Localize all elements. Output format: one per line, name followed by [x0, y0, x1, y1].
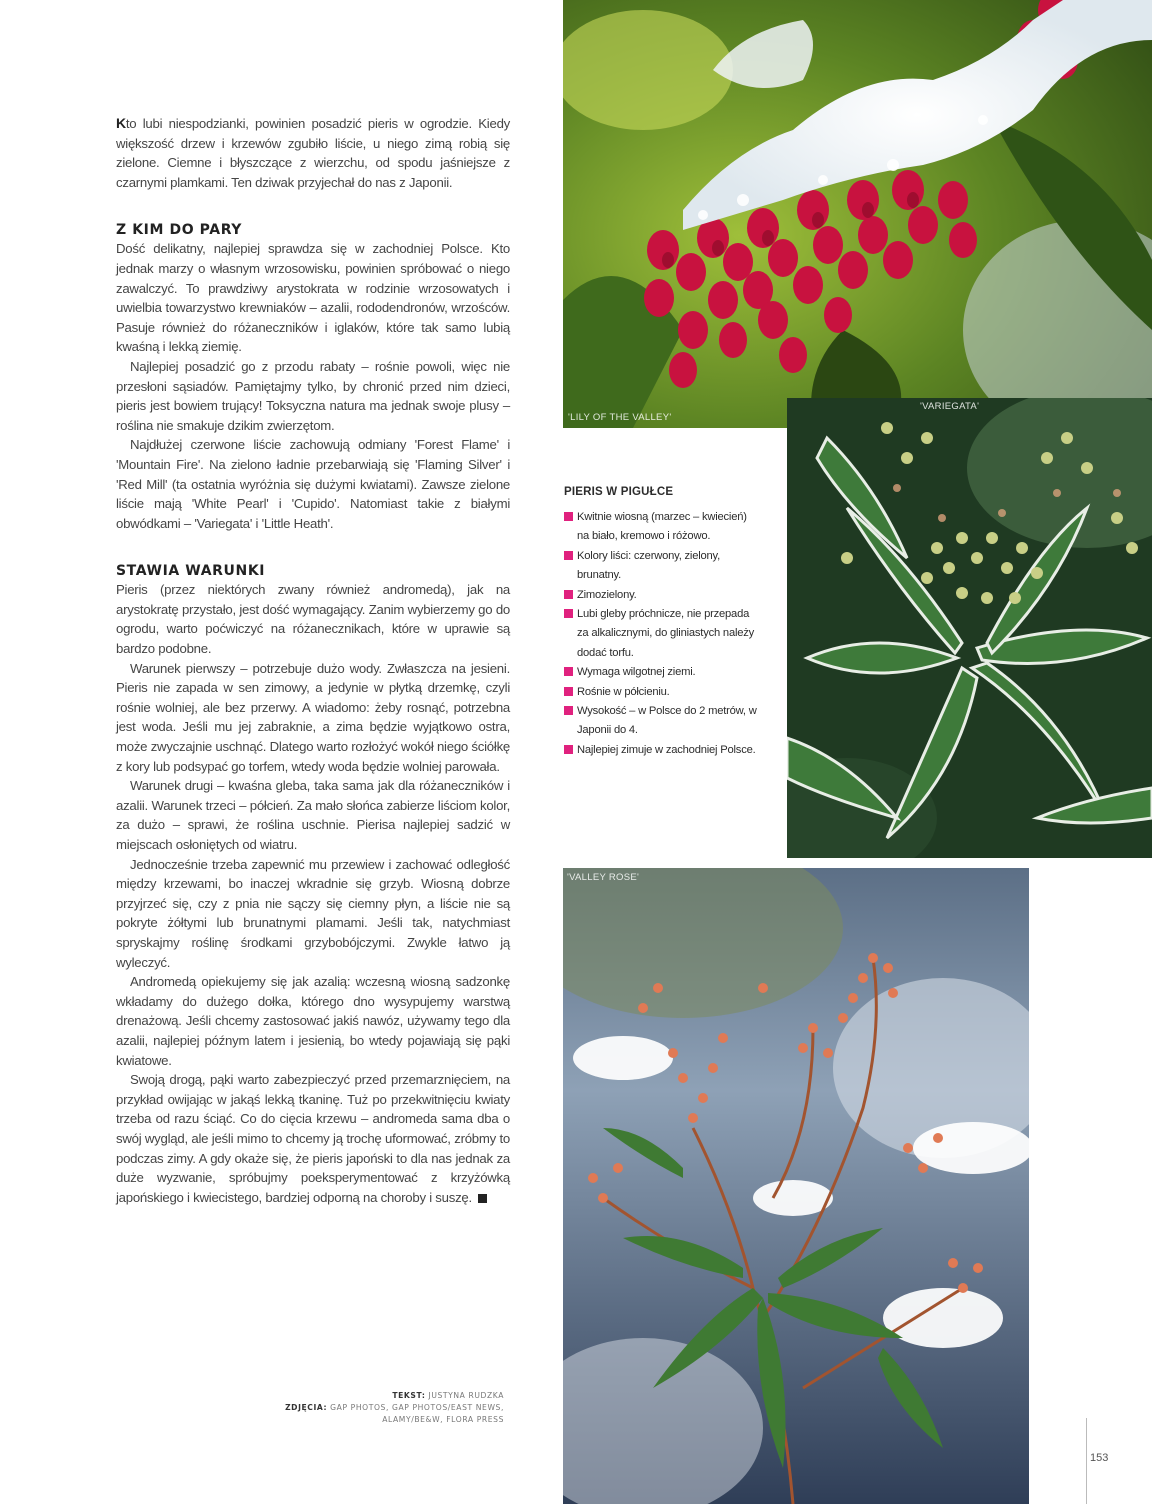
article-column	[116, 114, 510, 1207]
paragraph: Dość delikatny, najlepiej sprawdza się w zachodniej Polsce. Kto jednak marzy o własnym wrzosowisku, powinien spróbować o niego zawalczyć. To prawdziwy arystokrata w rodzinie wrzosowatych i uwielbia towarzystwo krewniaków – azalii, rododendronów, wrzośców. Pasuje również do różaneczników i iglaków, które tak samo lubią kwaśną i lekką ziemię.	[116, 241, 510, 355]
paragraph: Jednocześnie trzeba zapewnić mu przewiew i zachować odległość między krzewami, bo inaczej wkradnie się grzyb. Wiosną dobrze przyjrzeć się, czy z pnia nie sączy się ciemny płyn, a liście nie są pokryte żółtymi lub brunatnymi plamami. Jeśli tak, natychmiast spryskajmy roślinę środkami grzybobójczymi. Zwykle łatwo ją wyleczyć.	[116, 856, 510, 970]
photo-caption-bottom: 'VALLEY ROSE'	[567, 872, 640, 883]
final-paragraph-text: Swoją drogą, pąki warto zabezpieczyć przed przemarznięciem, na przykład owijając w jakąś lekką tkaninę. Tuż po przekwitnięciu kwiaty trzeba od razu ściąć. Co do cięcia krzewu – andromeda sama dba o swój wygląd, ale jeśli mimo to chcemy ją trochę uformować, zróbmy to podczas zimy. A gdy okaże się, że pieris japoński to dla nas jednak za duże wyzwanie, spróbujmy poeksperymentować z krzyżówką japońskiego i kwiecistego, bardziej odporną na choroby i suszę.	[116, 1072, 510, 1205]
page-number: 153	[1090, 1452, 1109, 1464]
paragraph: Pieris (przez niektórych zwany również andromedą), jak na arystokratę przystało, jest dość wymagający. Zanim wybierzemy go do ogrodu, warto poćwiczyć na różanecznikach, które w uprawie są bardzo podobne.	[116, 582, 510, 657]
sidebar-item: Wysokość – w Polsce do 2 metrów, w Japonii do 4.	[564, 702, 760, 741]
sidebar-item: Najlepiej zimuje w zachodniej Polsce.	[564, 741, 760, 760]
sidebar-item: Wymaga wilgotnej ziemi.	[564, 663, 760, 682]
credits	[224, 1390, 504, 1426]
end-mark-icon	[478, 1194, 487, 1203]
credit-text-author: JUSTYNA RUDZKA	[428, 1391, 504, 1400]
photo-caption-middle: 'VARIEGATA'	[920, 401, 980, 412]
credit-photos-label: ZDJĘCIA:	[285, 1403, 328, 1412]
paragraph: Najlepiej posadzić go z przodu rabaty – rośnie powoli, więc nie przesłoni sąsiadów. Pamiętajmy tylko, by chronić przed nim dzieci, pieris jest bowiem trujący! Toksyczna natura ma jednak swoje plusy – roślina nie smakuje dzikim zwierzętom.	[116, 358, 510, 433]
intro-paragraph	[116, 114, 510, 192]
paragraph	[116, 1070, 510, 1207]
paragraph: Najdłużej czerwone liście zachowują odmiany 'Forest Flame' i 'Mountain Fire'. Na zielono ładnie przebarwiają się 'Flaming Silver' i 'Red Mill' (ta ostatnia wyróżnia się dużymi kwiatami). Zawsze zielone liście mają 'White Pearl' i 'Cupido'. Natomiast takie z białymi obwódkami – 'Variegata' i 'Little Heath'.	[116, 437, 510, 531]
intro-text: to lubi niespodzianki, powinien posadzić pieris w ogrodzie. Kiedy większość drzew i krzewów zgubiło liście, u niego zimą robią się zielone. Ciemne i błyszczące z wierzchu, od spodu jaśniejsze z czarnymi plamkami. Ten dziwak przyjechał do nas z Japonii.	[116, 116, 510, 190]
section-heading-1: Z KIM DO PARY	[116, 222, 243, 239]
sidebar-item: Kwitnie wiosną (marzec – kwiecień) na biało, kremowo i różowo.	[564, 508, 760, 547]
sidebar-box	[564, 486, 760, 760]
sidebar-list	[564, 508, 760, 760]
drop-cap: K	[116, 115, 126, 131]
paragraph: Warunek pierwszy – potrzebuje dużo wody. Zwłaszcza na jesieni. Pieris nie zapada w sen zimowy, a jedynie w płytką drzemkę, czyli rośnie wolniej, ale bez przerwy. A wiadomo: żeby rosnąć, potrzebna jest woda. Jeśli mu jej zabraknie, a zima będzie wyjątkowo ostra, może zwyczajnie uschnąć. Dlatego warto rozłożyć wokół niego ściółkę z kory lub podsypać go torfem, wtedy woda będzie wolniej parowała.	[116, 660, 510, 774]
page-number-divider	[1086, 1418, 1087, 1504]
credit-text-label: TEKST:	[392, 1391, 426, 1400]
credit-photos-line1: GAP PHOTOS, GAP PHOTOS/EAST NEWS,	[330, 1403, 504, 1412]
credit-photos-line2: ALAMY/BE&W, FLORA PRESS	[382, 1415, 504, 1424]
sidebar-item: Rośnie w półcieniu.	[564, 683, 760, 702]
section-heading-2: STAWIA WARUNKI	[116, 563, 266, 580]
sidebar-item: Zimozielony.	[564, 586, 760, 605]
photo-caption-top: 'LILY OF THE VALLEY'	[568, 412, 672, 423]
sidebar-title: PIERIS W PIGUŁCE	[564, 486, 674, 498]
sidebar-item: Lubi gleby próchnicze, nie przepada za alkalicznymi, do gliniastych należy dodać torfu.	[564, 605, 760, 663]
photo-lily-of-the-valley	[563, 0, 1152, 428]
paragraph: Warunek drugi – kwaśna gleba, taka sama jak dla różaneczników i azalii. Warunek trzeci – półcień. Za mało słońca zabierze liściom kolor, za dużo – sprawi, że roślina uschnie. Pierisa najlepiej sadzić w miejscach osłoniętych od wiatru.	[116, 778, 510, 852]
sidebar-item: Kolory liści: czerwony, zielony, brunatny.	[564, 547, 760, 586]
photo-valley-rose	[563, 868, 1029, 1504]
paragraph: Andromedą opiekujemy się jak azalią: wczesną wiosną sadzonkę wkładamy do dużego dołka, którego dno wysypujemy warstwą drenażową. Jeśli chcemy zastosować jakiś nawóz, używamy tego dla azalii, najlepiej późnym latem i jesienią, bo wtedy pojawiają się pąki kwiatowe.	[116, 974, 510, 1068]
photo-variegata	[787, 398, 1152, 858]
